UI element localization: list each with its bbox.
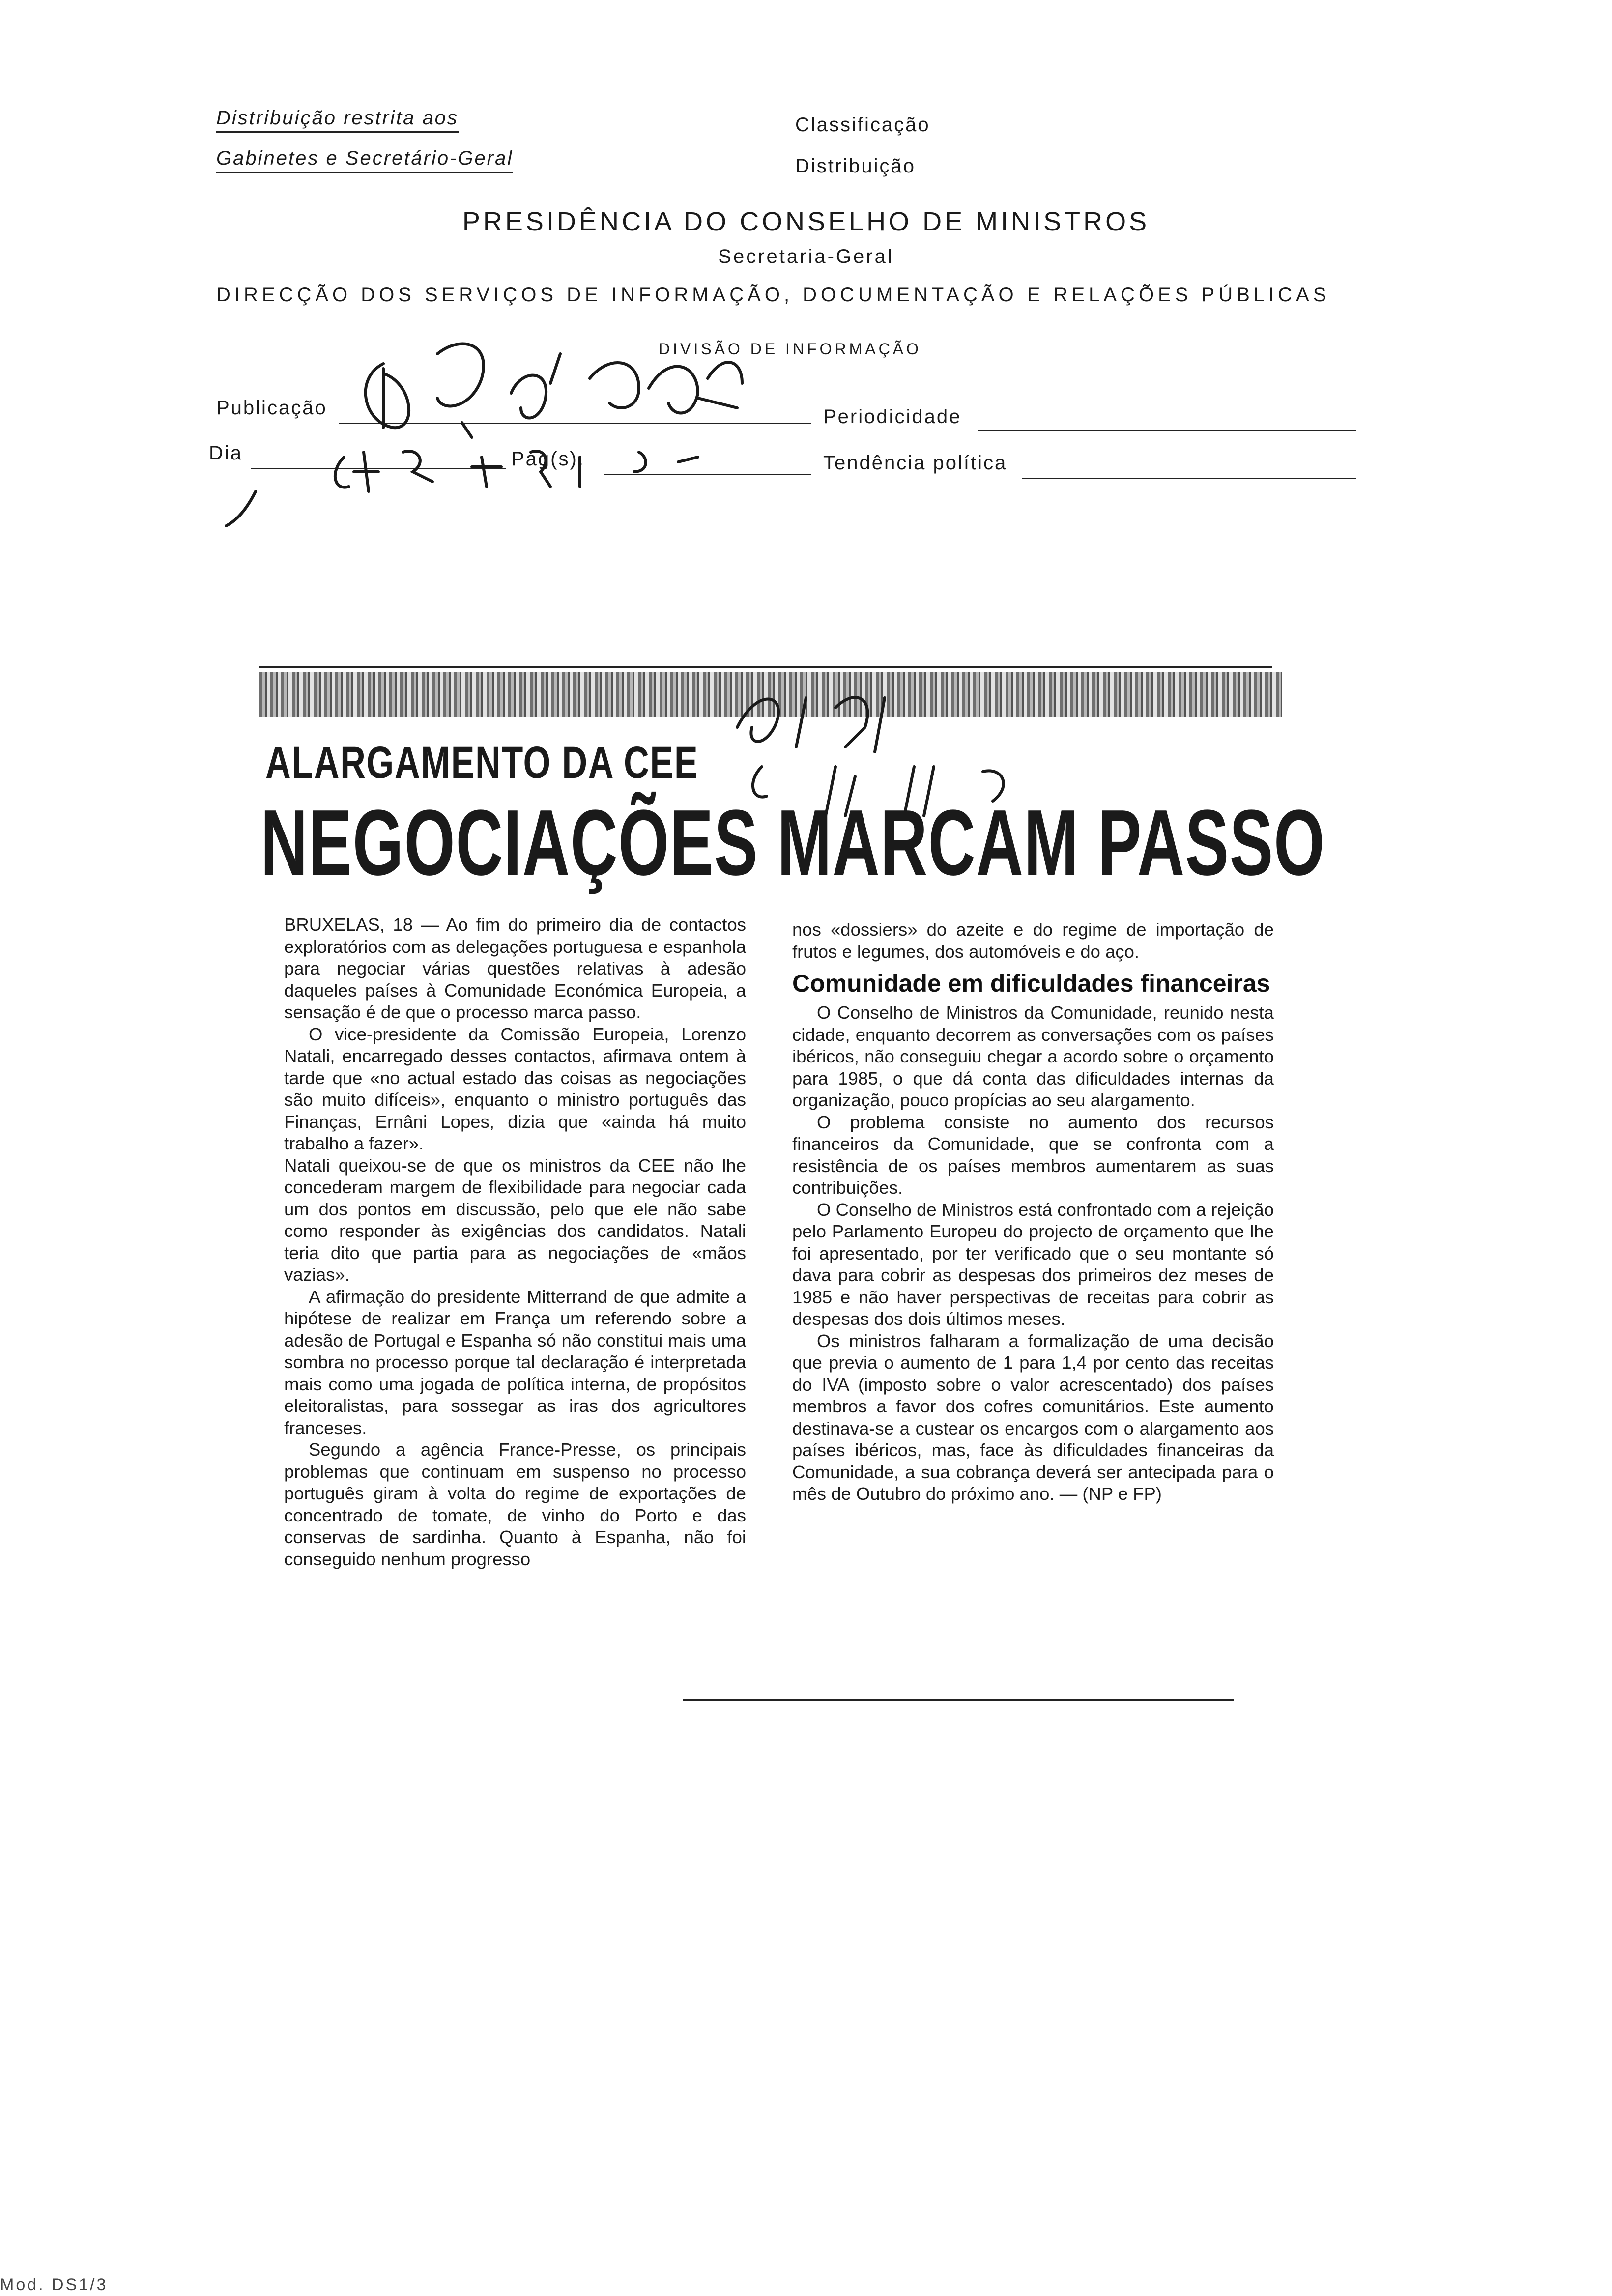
periodicidade-line bbox=[978, 430, 1356, 431]
paragraph-dossiers: nos «dossiers» do azeite e do regime de importação de frutos e legumes, dos automóveis e do aço. bbox=[792, 919, 1274, 962]
direccao-servicos: DIRECÇÃO DOS SERVIÇOS DE INFORMAÇÃO, DOCUMENTAÇÃO E RELAÇÕES PÚBLICAS bbox=[216, 284, 1330, 306]
bottom-rule bbox=[683, 1699, 1234, 1701]
tendencia-label: Tendência política bbox=[823, 452, 1008, 474]
paragraph-parlamento: O Conselho de Ministros está confrontado com a rejeição pelo Parlamento Europeu do projecto de orçamento que lhe foi apresentado, por ter verificado que o seu montante só dava para cobrir as despesas dos primeiros dez meses de 1985 e não haver perspectivas de receitas para cobrir as despesas dos dois últimos meses. bbox=[792, 1199, 1274, 1329]
periodicidade-label: Periodicidade bbox=[823, 406, 962, 428]
article-kicker: ALARGAMENTO DA CEE bbox=[265, 738, 699, 788]
form-code: Mod. DS1/3 bbox=[0, 2275, 108, 2294]
top-rule bbox=[259, 666, 1272, 668]
paragraph-mitterrand: A afirmação do presidente Mitterrand de que admite a hipótese de realizar em França um referendo sobre a adesão de Portugal e Espanha só não constitui mais uma sombra no processo porque tal declaração é interpretada mais como uma jogada de política interna, de propósitos eleitoralistas, para sossegar as iras dos agricultores franceses. bbox=[284, 1286, 746, 1438]
paragraph-france-presse: Segundo a agência France-Presse, os principais problemas que continuam em suspenso no processo português giram à volta do regime de exportações de concentrado de tomate, de vinho do Porto e das conservas de sardinha. Quanto à Espanha, não foi conseguido nenhum progresso bbox=[284, 1439, 746, 1569]
paragraph-natali-vice: O vice-presidente da Comissão Europeia, Lorenzo Natali, encarregado desses contactos, afirmava ontem à tarde que «no actual estado das coisas as negociações são muito difíceis», enquanto o ministro português das Finanças, Ernâni Lopes, dizia que «ainda há muito trabalho a fazer». bbox=[284, 1024, 746, 1153]
paragraph-problema: O problema consiste no aumento dos recursos financeiros da Comunidade, que se confronta com a resistência de os países membros aumentarem as suas contribuições. bbox=[792, 1112, 1274, 1198]
presidencia-title: PRESIDÊNCIA DO CONSELHO DE MINISTROS bbox=[462, 207, 1150, 236]
paragraph-bruxelas: BRUXELAS, 18 — Ao fim do primeiro dia de contactos exploratórios com as delegações portuguesa e espanhola para negociar várias questões relativas à adesão daqueles países à Comunidade Económica Europeia, a sensação é de que o processo marca passo. bbox=[284, 915, 746, 1022]
divisao-informacao: DIVISÃO DE INFORMAÇÃO bbox=[659, 340, 921, 358]
paragraph-conselho-orcamento: O Conselho de Ministros da Comunidade, reunido nesta cidade, enquanto decorrem as conversações com os países ibéricos, não conseguiu chegar a acordo sobre o orçamento para 1985, o que dá conta das dificuldades internas da organização, pouco propícias ao seu alargamento. bbox=[792, 1003, 1274, 1110]
pags-label: Pág(s). bbox=[511, 448, 585, 470]
secretaria-geral: Secretaria-Geral bbox=[718, 246, 894, 267]
distribution-restriction-line1: Distribuição restrita aos bbox=[216, 107, 459, 133]
classificacao-label: Classificação bbox=[795, 114, 930, 136]
distribuicao-label: Distribuição bbox=[795, 155, 916, 177]
handwritten-annotation-drawing bbox=[206, 324, 855, 531]
paragraph-ministros-iva: Os ministros falharam a formalização de uma decisão que previa o aumento de 1 para 1,4 por cento das receitas do IVA (imposto sobre o valor acrescentado) dos países membros a favor dos cofres comunitários. Este aumento destinava-se a custear os encargos com o alargamento aos países ibéricos, mas, face às dificuldades financeiras da Comunidade, a sua cobrança deverá ser antecipada para o mês de Outubro do próximo ano. — (NP e FP) bbox=[792, 1330, 1274, 1504]
article-right-column bbox=[792, 919, 1274, 1505]
article-headline: NEGOCIAÇÕES MARCAM PASSO bbox=[260, 791, 1325, 895]
publicacao-label: Publicação bbox=[216, 397, 327, 419]
distribution-restriction-line2: Gabinetes e Secretário-Geral bbox=[216, 147, 513, 173]
dia-label: Dia bbox=[209, 442, 243, 464]
article-left-column bbox=[284, 914, 746, 1570]
paragraph-natali-queixou: Natali queixou-se de que os ministros da CEE não lhe concederam margem de flexibilidade para negociar cada um dos pontos em discussão, pelo que ele não sabe como responder às exigências dos candidatos. Natali teria dito que partia para as negociações de «mãos vazias». bbox=[284, 1155, 746, 1285]
tendencia-line bbox=[1022, 478, 1356, 479]
subhead-comunidade: Comunidade em dificuldades financeiras bbox=[792, 970, 1270, 997]
